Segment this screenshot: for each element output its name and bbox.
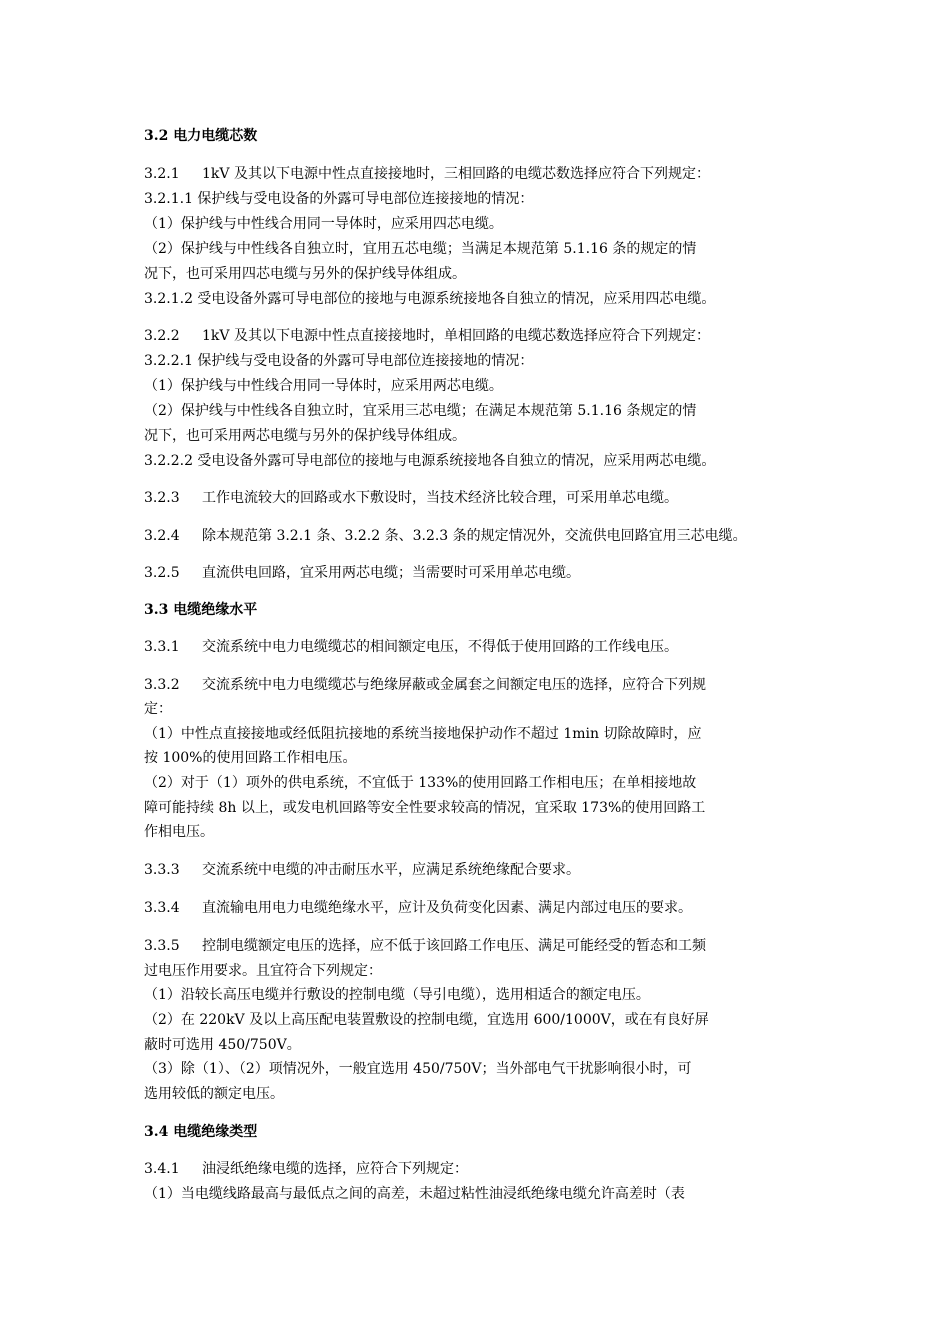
clause-text: 交流系统中电缆的冲击耐压水平，应满足系统绝缘配合要求。 <box>202 862 580 878</box>
clause-3-2-4 <box>144 527 824 546</box>
clause-text: 油浸纸绝缘电缆的选择，应符合下列规定： <box>202 1161 468 1177</box>
clause-text: 控制电缆额定电压的选择，应不低于该回路工作电压、满足可能经受的暂态和工频 <box>202 938 706 954</box>
text-line: （2）保护线与中性线各自独立时，宜用五芯电缆；当满足本规范第 5.1.16 条的规定的情 <box>144 241 697 257</box>
clause-text: 1kV 及其以下电源中性点直接接地时，三相回路的电缆芯数选择应符合下列规定： <box>202 166 710 182</box>
text-line: 况下，也可采用两芯电缆与另外的保护线导体组成。 <box>144 428 466 444</box>
clause-text: 直流供电回路，宜采用两芯电缆；当需要时可采用单芯电缆。 <box>202 565 580 581</box>
clause-text: 除本规范第 3.2.1 条、3.2.2 条、3.2.3 条的规定情况外，交流供电回路宜用三芯电缆。 <box>202 528 747 544</box>
clause-3-2-2 <box>144 327 824 346</box>
text-line: （3）除（1）、（2）项情况外，一般宜选用 450/750V；当外部电气干扰影响很小时，可 <box>144 1061 692 1077</box>
text-line: 选用较低的额定电压。 <box>144 1086 284 1102</box>
clause-3-2-5 <box>144 564 824 583</box>
section-heading-3-4: 3.4 电缆绝缘类型 <box>144 1124 258 1140</box>
clause-text: 工作电流较大的回路或水下敷设时，当技术经济比较合理，可采用单芯电缆。 <box>202 490 678 506</box>
clause-3-3-5 <box>144 937 824 956</box>
clause-number: 3.3.1 <box>144 639 180 655</box>
clause-3-3-3 <box>144 861 824 880</box>
text-line: 3.2.1.2 受电设备外露可导电部位的接地与电源系统接地各自独立的情况，应采用四芯电缆。 <box>144 291 716 307</box>
text-line: 按 100%的使用回路工作相电压。 <box>144 750 357 766</box>
text-line: （1）保护线与中性线合用同一导体时，应采用四芯电缆。 <box>144 216 503 232</box>
text-line: 定： <box>144 701 172 717</box>
text-line: （2）对于（1）项外的供电系统，不宜低于 133%的使用回路工作相电压；在单相接地故 <box>144 775 697 791</box>
clause-number: 3.3.4 <box>144 900 180 916</box>
text-line: 3.2.1.1 保护线与受电设备的外露可导电部位连接接地的情况： <box>144 191 534 207</box>
clause-3-2-3 <box>144 489 824 508</box>
text-line: （1）中性点直接接地或经低阻抗接地的系统当接地保护动作不超过 1min 切除故障时，应 <box>144 726 702 742</box>
text-line: （2）保护线与中性线各自独立时，宜采用三芯电缆；在满足本规范第 5.1.16 条规定的情 <box>144 403 697 419</box>
text-line: （1）当电缆线路最高与最低点之间的高差，未超过粘性油浸纸绝缘电缆允许高差时（表 <box>144 1186 685 1202</box>
text-line: 3.2.2.1 保护线与受电设备的外露可导电部位连接接地的情况： <box>144 353 534 369</box>
clause-3-3-2 <box>144 676 824 695</box>
clause-3-4-1 <box>144 1160 824 1179</box>
text-line: （1）沿较长高压电缆并行敷设的控制电缆（导引电缆），选用相适合的额定电压。 <box>144 987 650 1003</box>
clause-text: 交流系统中电力电缆缆芯的相间额定电压，不得低于使用回路的工作线电压。 <box>202 639 678 655</box>
text-line: 过电压作用要求。且宜符合下列规定： <box>144 963 382 979</box>
text-line: 3.2.2.2 受电设备外露可导电部位的接地与电源系统接地各自独立的情况，应采用两芯电缆。 <box>144 453 716 469</box>
text-line: 作相电压。 <box>144 824 214 840</box>
clause-text: 交流系统中电力电缆缆芯与绝缘屏蔽或金属套之间额定电压的选择，应符合下列规 <box>202 677 706 693</box>
clause-3-3-4 <box>144 899 824 918</box>
clause-number: 3.2.2 <box>144 328 180 344</box>
text-line: 况下，也可采用四芯电缆与另外的保护线导体组成。 <box>144 266 466 282</box>
section-heading-3-3: 3.3 电缆绝缘水平 <box>144 602 258 618</box>
text-line: 蔽时可选用 450/750V。 <box>144 1037 301 1053</box>
clause-text: 1kV 及其以下电源中性点直接接地时，单相回路的电缆芯数选择应符合下列规定： <box>202 328 710 344</box>
clause-number: 3.3.3 <box>144 862 180 878</box>
text-line: （2）在 220kV 及以上高压配电装置敷设的控制电缆，宜选用 600/1000V，或在有良好屏 <box>144 1012 709 1028</box>
section-heading-3-2: 3.2 电力电缆芯数 <box>144 128 258 144</box>
clause-number: 3.3.5 <box>144 938 180 954</box>
text-line: 障可能持续 8h 以上，或发电机回路等安全性要求较高的情况，宜采取 173%的使用回路工 <box>144 800 706 816</box>
clause-number: 3.2.4 <box>144 528 180 544</box>
clause-number: 3.3.2 <box>144 677 180 693</box>
clause-text: 直流输电用电力电缆绝缘水平，应计及负荷变化因素、满足内部过电压的要求。 <box>202 900 692 916</box>
clause-number: 3.4.1 <box>144 1161 180 1177</box>
clause-number: 3.2.5 <box>144 565 180 581</box>
clause-number: 3.2.1 <box>144 166 180 182</box>
clause-3-3-1 <box>144 638 824 657</box>
clause-3-2-1 <box>144 165 824 184</box>
text-line: （1）保护线与中性线合用同一导体时，应采用两芯电缆。 <box>144 378 503 394</box>
clause-number: 3.2.3 <box>144 490 180 506</box>
